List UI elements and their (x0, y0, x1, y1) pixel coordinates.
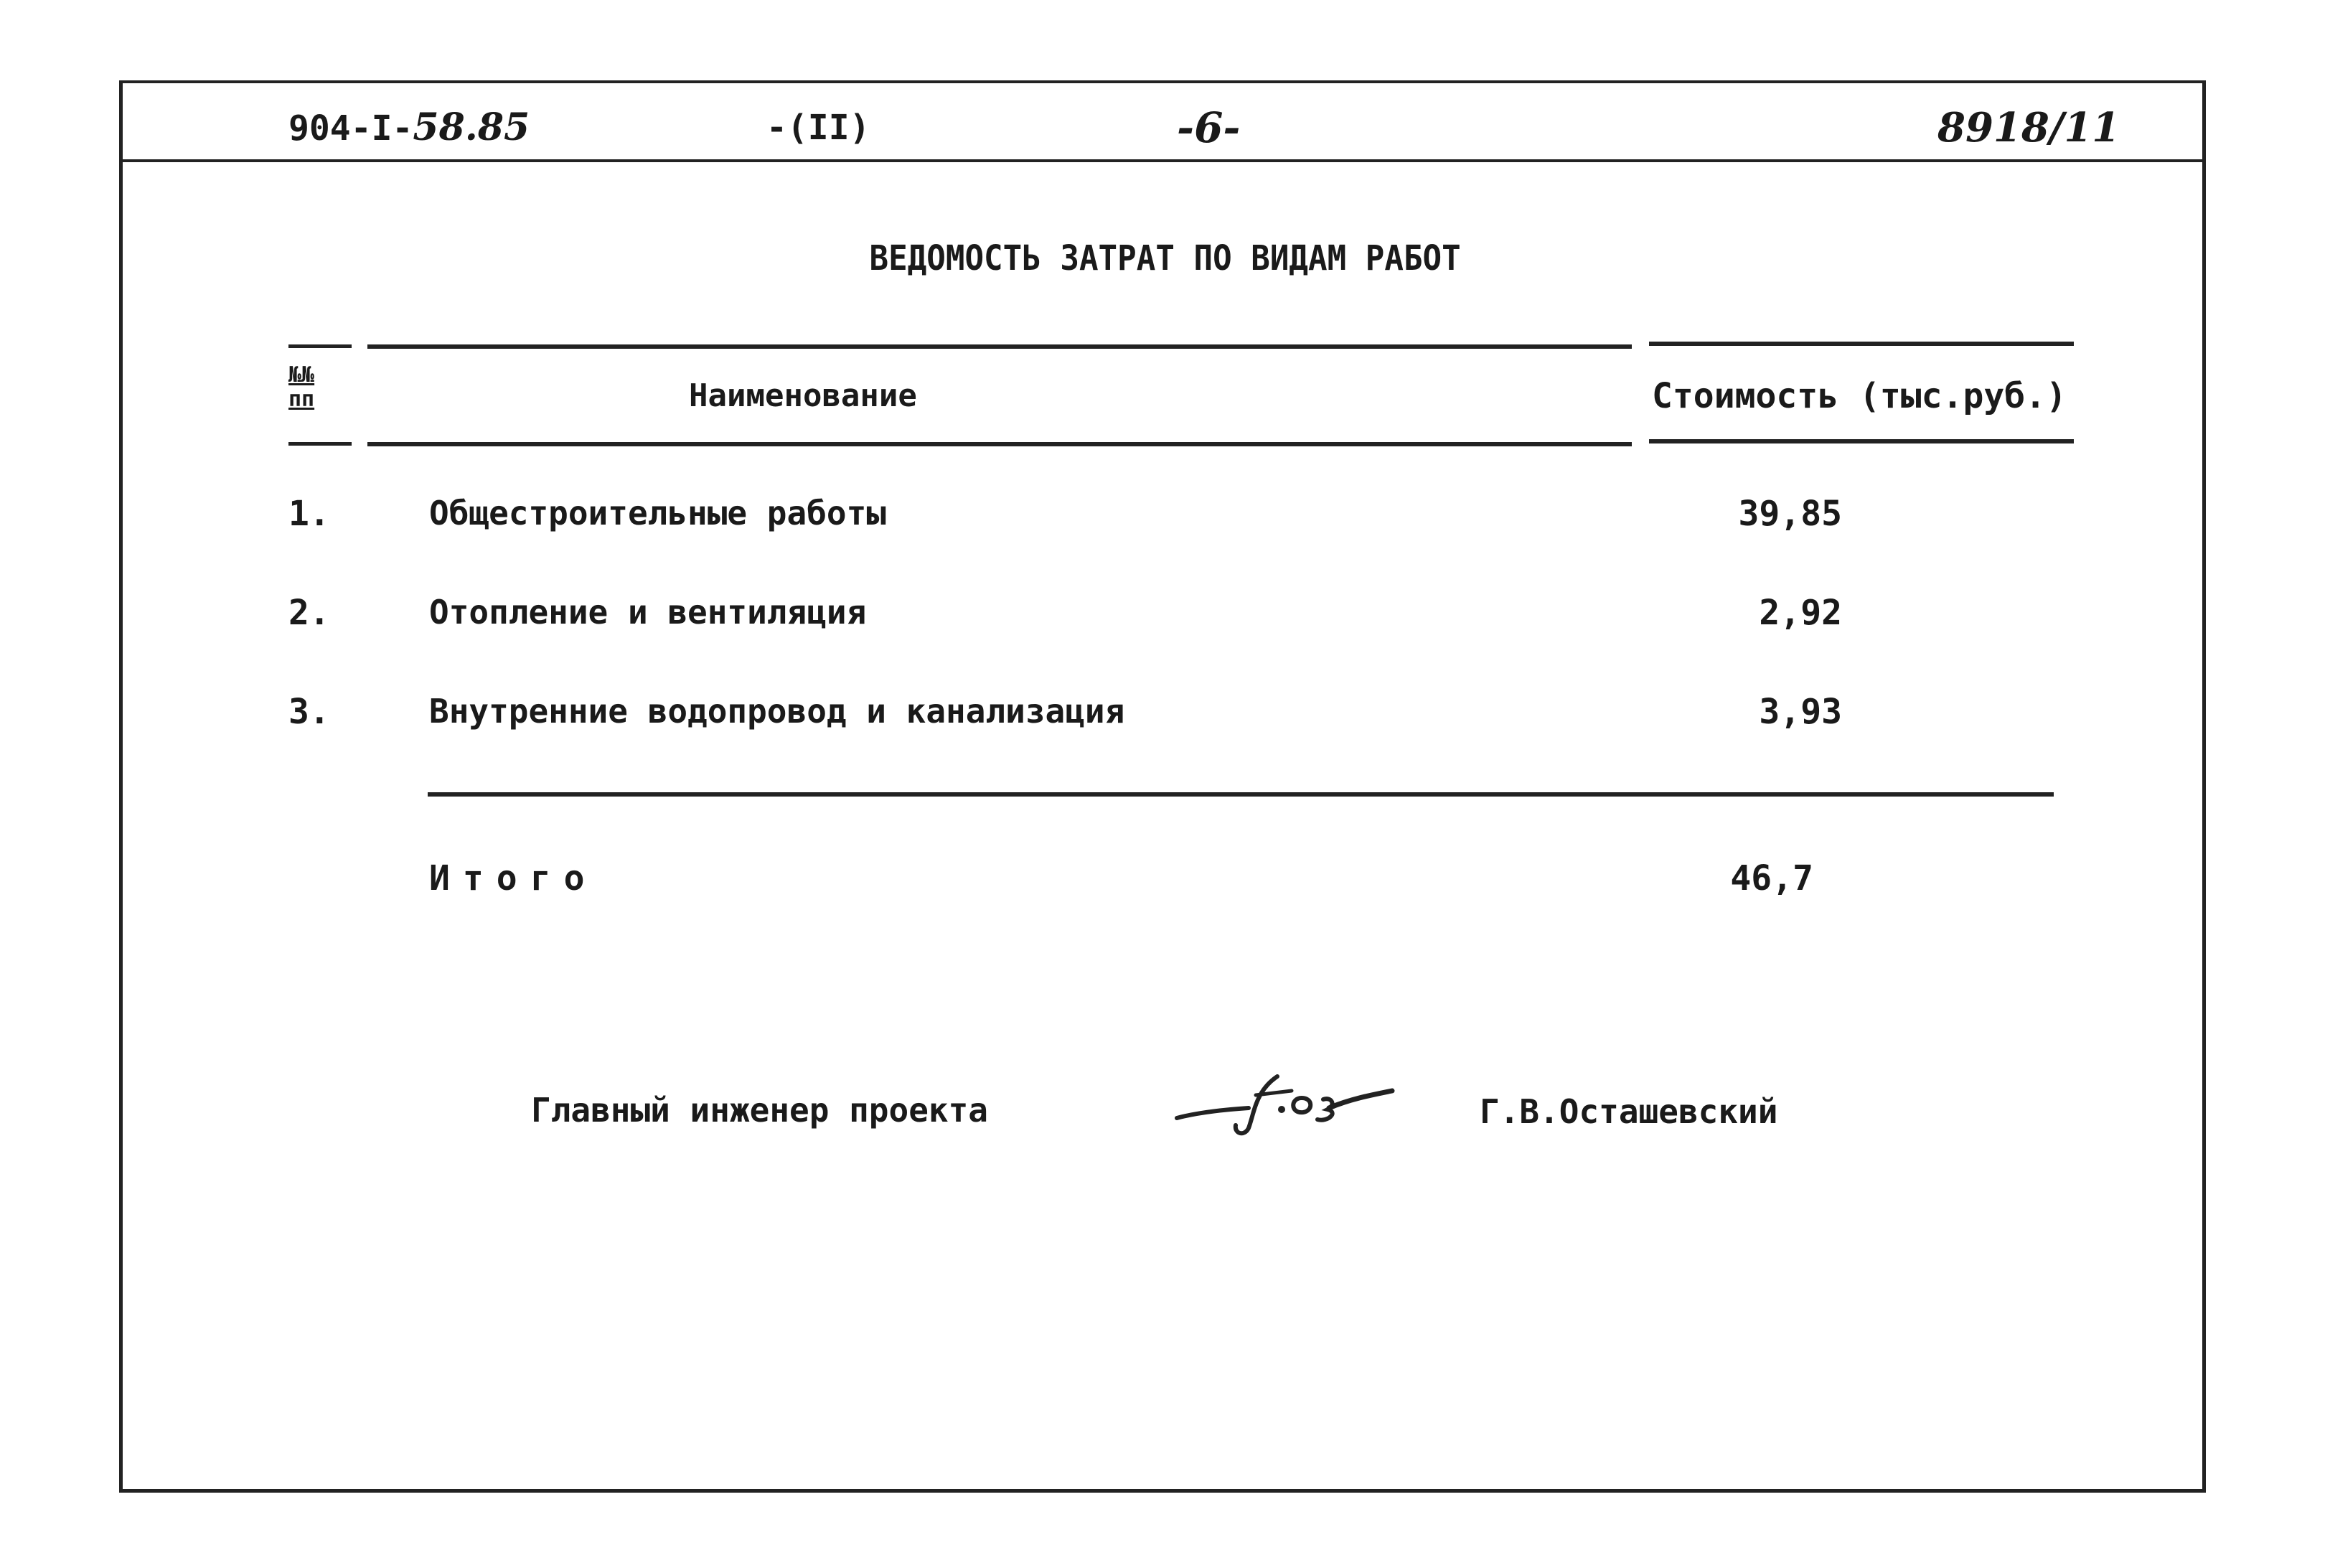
row-name: Отопление и вентиляция (429, 593, 867, 632)
row-number: 1. (288, 494, 330, 534)
signature-mark (1170, 1062, 1399, 1141)
table-header-rule-cost (1649, 439, 2074, 443)
table-row (0, 494, 2330, 544)
document-code-handwritten: 58.85 (413, 105, 530, 149)
column-header-name: Наименование (689, 377, 917, 414)
table-top-rule-name (367, 344, 1632, 349)
document-title: ВЕДОМОСТЬ ЗАТРАТ ПО ВИДАМ РАБОТ (869, 238, 1461, 278)
sheet-reference: 8918/11 (1937, 104, 2120, 151)
row-cost: 3,93 (1759, 692, 1842, 732)
total-rule (428, 792, 2054, 797)
document-code-prefix: 904-I- (288, 108, 413, 149)
row-cost: 2,92 (1759, 593, 1842, 633)
page-number: -6- (1177, 103, 1241, 152)
signatory-role: Главный инженер проекта (531, 1091, 988, 1130)
column-header-cost: Стоимость (тыс.руб.) (1652, 376, 2067, 416)
row-number: 2. (288, 593, 330, 633)
row-cost: 39,85 (1738, 494, 1842, 534)
row-number: 3. (288, 692, 330, 732)
document-part: -(II) (766, 108, 870, 148)
row-name: Общестроительные работы (429, 494, 886, 532)
header-divider (119, 159, 2206, 162)
total-label: Итого (429, 858, 598, 898)
document-code (288, 106, 530, 150)
table-header-rule-name (367, 442, 1632, 446)
row-name: Внутренние водопровод и канализация (429, 692, 1125, 731)
signatory-name: Г.В.Осташевский (1480, 1092, 1778, 1131)
table-row (0, 593, 2330, 643)
column-header-number: №№ пп (288, 362, 315, 412)
table-header-rule-number (288, 442, 352, 446)
table-top-rule-cost (1649, 342, 2074, 346)
table-row (0, 692, 2330, 742)
total-value: 46,7 (1730, 858, 1813, 898)
document-frame (119, 80, 2206, 1493)
table-top-rule-number (288, 344, 352, 348)
